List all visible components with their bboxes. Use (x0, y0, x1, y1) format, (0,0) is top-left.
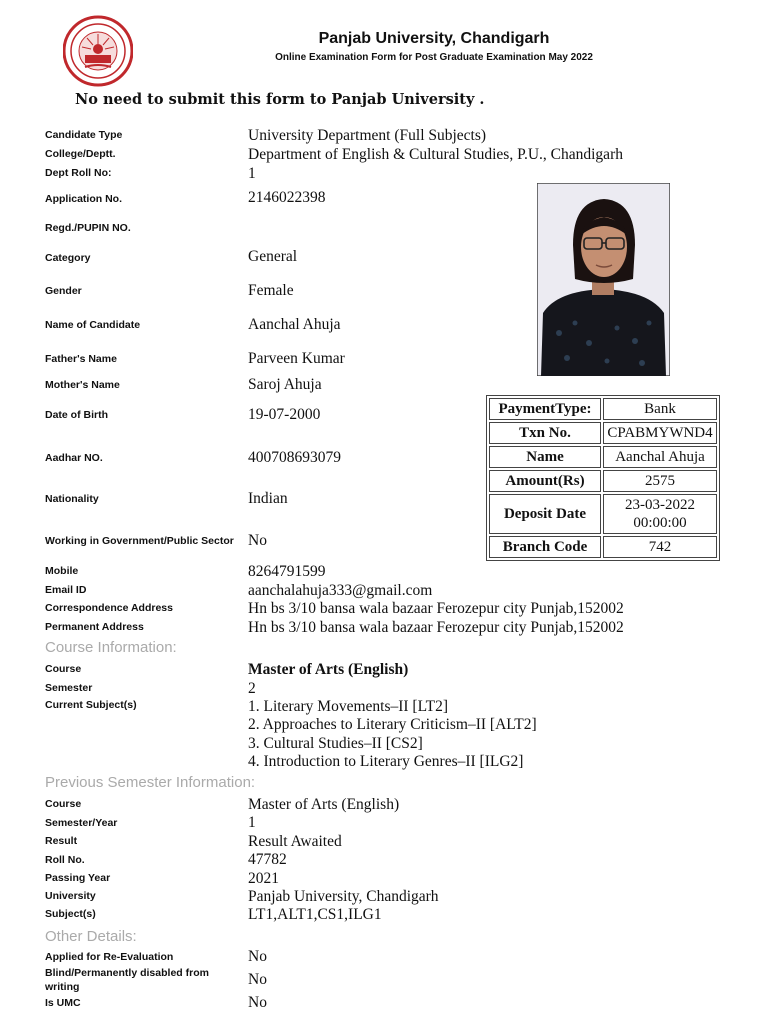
label-mother-name: Mother's Name (45, 379, 120, 391)
label-application-no: Application No. (45, 193, 122, 205)
label-prev-passing-year: Passing Year (45, 872, 111, 884)
other-details-heading: Other Details: (45, 928, 137, 945)
subject-item: 2. Approaches to Literary Criticism–II [ALT2] (248, 716, 537, 733)
payment-value: CPABMYWND4 (603, 422, 717, 444)
value-category: General (248, 248, 298, 265)
label-candidate-type: Candidate Type (45, 129, 123, 141)
value-re-evaluation: No (248, 948, 267, 965)
value-college: Department of English & Cultural Studies, P.U., Chandigarh (248, 146, 623, 163)
value-candidate-type: University Department (Full Subjects) (248, 127, 487, 144)
university-seal-logo (63, 14, 133, 88)
value-application-no: 2146022398 (248, 189, 326, 206)
label-blind-disabled (45, 966, 240, 994)
value-date-of-birth: 19-07-2000 (248, 406, 321, 423)
payment-key: Txn No. (489, 422, 601, 444)
label-nationality: Nationality (45, 493, 99, 505)
label-correspondence-address: Correspondence Address (45, 602, 173, 614)
label-current-subjects: Current Subject(s) (45, 699, 137, 711)
payment-value: Aanchal Ahuja (603, 446, 717, 468)
label-blind-disabled-line1: Blind/Permanently disabled from (45, 967, 209, 979)
payment-row (489, 446, 717, 468)
value-semester: 2 (248, 680, 256, 697)
label-mobile: Mobile (45, 565, 79, 577)
label-father-name: Father's Name (45, 353, 117, 365)
payment-key: Amount(Rs) (489, 470, 601, 492)
payment-row (489, 422, 717, 444)
payment-row (489, 494, 717, 534)
label-aadhar-no: Aadhar NO. (45, 452, 103, 464)
label-dept-roll-no: Dept Roll No: (45, 167, 112, 179)
label-prev-subjects: Subject(s) (45, 908, 96, 920)
value-prev-roll-no: 47782 (248, 851, 287, 868)
value-mobile: 8264791599 (248, 563, 326, 580)
value-father-name: Parveen Kumar (248, 350, 345, 367)
subject-item: 1. Literary Movements–II [LT2] (248, 698, 449, 715)
candidate-photo (537, 183, 670, 376)
value-blind-disabled: No (248, 971, 267, 988)
value-prev-semester: 1 (248, 814, 256, 831)
label-gender: Gender (45, 285, 82, 297)
label-prev-result: Result (45, 835, 78, 847)
submission-note: No need to submit this form to Panjab University . (75, 91, 485, 108)
value-course: Master of Arts (English) (248, 661, 409, 678)
label-blind-disabled-line2: writing (45, 981, 80, 993)
label-prev-roll-no: Roll No. (45, 854, 85, 866)
label-prev-university: University (45, 890, 96, 902)
value-prev-university: Panjab University, Chandigarh (248, 888, 439, 905)
label-candidate-name: Name of Candidate (45, 319, 141, 331)
payment-row (489, 470, 717, 492)
label-date-of-birth: Date of Birth (45, 409, 108, 421)
deposit-date-line: 23-03-2022 (625, 497, 695, 513)
value-is-umc: No (248, 994, 267, 1011)
payment-key: Deposit Date (489, 494, 601, 534)
payment-value (603, 494, 717, 534)
value-nationality: Indian (248, 490, 288, 507)
payment-table (486, 395, 720, 561)
payment-row (489, 398, 717, 420)
value-prev-course: Master of Arts (English) (248, 796, 400, 813)
value-prev-subjects: LT1,ALT1,CS1,ILG1 (248, 906, 382, 923)
label-course: Course (45, 663, 82, 675)
label-regd-pupin: Regd./PUPIN NO. (45, 222, 131, 234)
deposit-time-line: 00:00:00 (633, 515, 687, 531)
label-permanent-address: Permanent Address (45, 621, 144, 633)
payment-key: Name (489, 446, 601, 468)
course-information-heading: Course Information: (45, 639, 177, 656)
label-email: Email ID (45, 584, 87, 596)
label-prev-semester: Semester/Year (45, 817, 118, 829)
value-candidate-name: Aanchal Ahuja (248, 316, 341, 333)
value-dept-roll-no: 1 (248, 165, 256, 182)
label-semester: Semester (45, 682, 93, 694)
label-prev-course: Course (45, 798, 82, 810)
value-gender: Female (248, 282, 294, 299)
subject-item: 4. Introduction to Literary Genres–II [ILG2] (248, 753, 524, 770)
payment-value: 2575 (603, 470, 717, 492)
label-is-umc: Is UMC (45, 997, 81, 1009)
subject-item: 3. Cultural Studies–II [CS2] (248, 735, 423, 752)
previous-semester-heading: Previous Semester Information: (45, 774, 256, 791)
label-govt-sector: Working in Government/Public Sector (45, 535, 234, 547)
value-aadhar-no: 400708693079 (248, 449, 341, 466)
payment-value: 742 (603, 536, 717, 558)
value-govt-sector: No (248, 532, 267, 549)
university-name: Panjab University, Chandigarh (318, 30, 550, 47)
value-email: aanchalahuja333@gmail.com (248, 582, 433, 599)
payment-key: PaymentType: (489, 398, 601, 420)
form-title: Online Examination Form for Post Graduate Examination May 2022 (275, 52, 593, 63)
value-prev-passing-year: 2021 (248, 870, 279, 887)
payment-row (489, 536, 717, 558)
label-college: College/Deptt. (45, 148, 116, 160)
label-category: Category (45, 252, 91, 264)
value-mother-name: Saroj Ahuja (248, 376, 322, 393)
value-prev-result: Result Awaited (248, 833, 342, 850)
payment-key: Branch Code (489, 536, 601, 558)
label-re-evaluation: Applied for Re-Evaluation (45, 951, 174, 963)
value-permanent-address: Hn bs 3/10 bansa wala bazaar Ferozepur city Punjab,152002 (248, 619, 624, 636)
payment-value: Bank (603, 398, 717, 420)
value-correspondence-address: Hn bs 3/10 bansa wala bazaar Ferozepur city Punjab,152002 (248, 600, 624, 617)
